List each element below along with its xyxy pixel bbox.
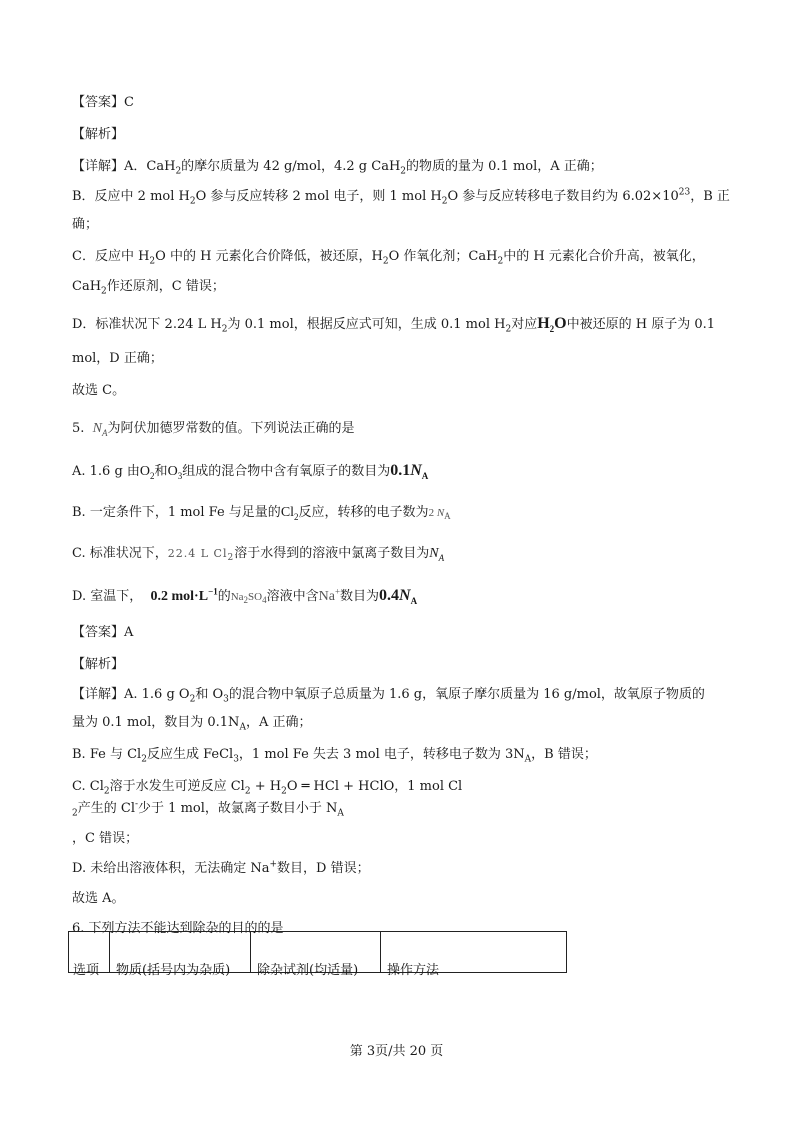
q4-detail-line-1: 【详解】A．CaH$_2$的摩尔质量为 42 g/mol，4.2 g CaH$_2$的物质的量为 0.1 mol，A 正确； (72, 159, 603, 177)
formula-na: $N_A$ (92, 421, 108, 438)
page-footer: 第 3页/共 20 页 (349, 1044, 444, 1059)
q4-analysis: 【解析】 (72, 127, 125, 142)
q5-option-c: C. 标准状况下，22.4 L $Cl_2$溶于水得到的溶液中氯离子数目为$N_A$ (72, 546, 445, 564)
q5-answer: 【答案】A (72, 625, 134, 640)
q5-detail-line-5: $_2$产生的 Cl-少于 1 mol，故氯离子数目小于 $N_A$ (72, 799, 344, 819)
q5-option-a: A. 1.6 g 由$O_2$和$O_3$组成的混合物中含有氧原子的数目为$0.1N_A$ (72, 462, 429, 482)
table-cell (381, 932, 566, 978)
table-cell (110, 932, 251, 978)
q5-detail-line-3: B. Fe 与 $Cl_2$反应生成 FeCl$_3$，1 mol Fe 失去 3 mol 电子，转移电子数为 $3N_A$，B 错误； (72, 747, 597, 765)
q6-stem: 6. 下列方法不能达到除杂的目的的是 (72, 921, 284, 936)
q4-detail-line-7: mol，D 正确； (72, 351, 163, 366)
q5-detail-line-1: 【详解】A. 1.6 g $O_2$和 $O_3$的混合物中氧原子总质量为 1.6 g，氧原子摩尔质量为 16 g/mol，故氧原子物质的 (72, 687, 705, 705)
q4-detail-line-5: CaH$_2$作还原剂，C 错误； (72, 279, 225, 297)
q4-detail-line-2: B．反应中 2 mol $H_2O$ 参与反应转移 2 mol 电子，则 1 mol $H_2O$ 参与反应转移电子数目约为 $6.02\times 10^{23}$，B 正 (72, 187, 730, 207)
table-cell (69, 932, 110, 978)
table-cell (251, 932, 381, 978)
q5-option-d: D. 室温下， 0.2 $mol\cdot L^{-1}$的$Na_2SO_4$溶液中含Na+数目为$0.4N_A$ (72, 586, 418, 607)
q5-conclusion: 故选 A。 (72, 891, 125, 906)
q5-analysis: 【解析】 (72, 657, 125, 672)
table-header-option: 选项 (73, 963, 100, 978)
q5-detail-line-4: C. $Cl_2$溶于水发生可逆反应 $Cl_2 + H_2O$ ═ HCl + HClO，1 mol Cl (72, 779, 463, 797)
q5-option-b: B. 一定条件下，1 mol Fe 与足量的$Cl_2$反应，转移的电子数为2 $N_A$ (72, 505, 451, 522)
table-header-substance: 物质(括号内为杂质) (116, 963, 231, 978)
q5-detail-line-6: ，C 错误； (72, 831, 139, 846)
q4-detail-line-4: C．反应中 $H_2O$ 中的 H 元素化合价降低，被还原，$H_2O$ 作氧化剂；CaH$_2$中的 H 元素化合价升高，被氧化， (72, 249, 705, 267)
q5-detail-line-7: D. 未给出溶液体积，无法确定 Na+数目，D 错误； (72, 859, 370, 876)
q5-stem: 5. $N_A$为阿伏加德罗常数的值。下列说法正确的是 (72, 421, 355, 438)
table-header-operation: 操作方法 (387, 963, 440, 978)
q4-detail-line-3: 确； (72, 217, 99, 232)
q5-detail-line-2: 量为 0.1 mol，数目为 $0.1N_A$，A 正确； (72, 715, 312, 733)
q6-table-header (68, 931, 567, 978)
q4-answer: 【答案】C (72, 95, 134, 110)
q4-detail-line-6: D．标准状况下 2.24 L $H_2$为 0.1 mol，根据反应式可知，生成 0.1 mol $H_2$对应$H_2O$中被还原的 H 原子为 0.1 (72, 315, 716, 335)
formula-h2o: $H_2O$ (537, 315, 567, 335)
table-header-reagent: 除杂试剂(均适量) (257, 963, 359, 978)
q4-conclusion: 故选 C。 (72, 383, 126, 398)
